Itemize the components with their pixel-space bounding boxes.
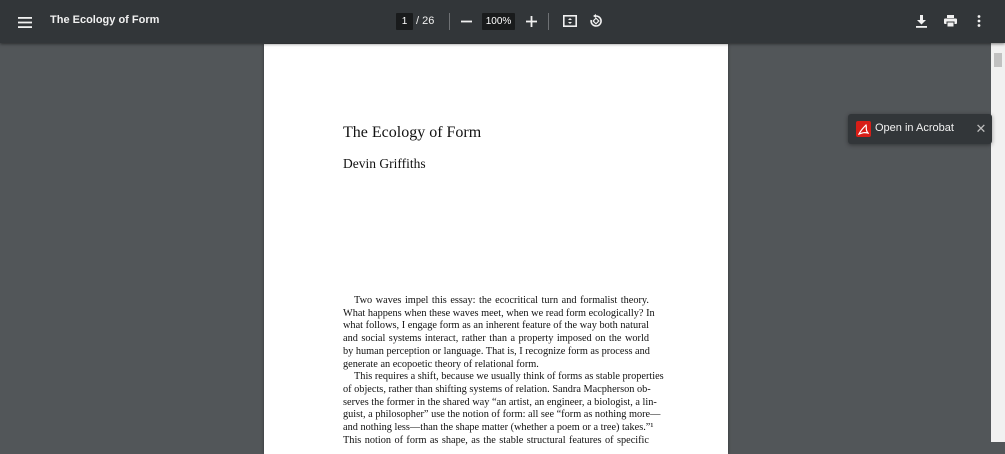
text-line: of objects, rather than shifting systems of relation. Sandra Macpherson ob-	[343, 383, 651, 395]
more-options-button[interactable]	[970, 12, 988, 30]
scrollbar-thumb[interactable]	[994, 53, 1002, 67]
text-line: What happens when these waves meet, when we read form ecologically? In	[343, 307, 655, 319]
document-title: The Ecology of Form	[50, 14, 160, 26]
text-line: serves the former in the shared way “an artist, an engineer, a biologist, a lin-	[343, 396, 657, 408]
text-line: what follows, I engage form as an inherent feature of the way both natural	[343, 320, 649, 332]
text-line: guist, a philosopher” use the notion of form: all see “form as nothing more—	[343, 409, 661, 421]
fit-page-icon	[563, 15, 577, 27]
print-icon	[944, 15, 957, 27]
article-author: Devin Griffiths	[343, 156, 426, 171]
open-in-acrobat-link[interactable]: Open in Acrobat	[875, 122, 954, 134]
text-line: and social systems interact, rather than a property imposed on the world	[343, 333, 649, 345]
article-title: The Ecology of Form	[343, 124, 482, 141]
text-line: by human perception or language. That is, I recognize form as process and	[343, 345, 650, 357]
rotate-icon	[589, 14, 603, 28]
close-icon[interactable]: ✕	[975, 121, 987, 136]
acrobat-logo-icon	[856, 121, 871, 137]
text-line: Two waves impel this essay: the ecocritical turn and formalist theory.	[354, 295, 649, 306]
toolbar-divider	[548, 13, 549, 30]
zoom-out-button[interactable]	[457, 12, 475, 30]
text-line: This requires a shift, because we usually think of forms as stable properties	[354, 371, 664, 383]
menu-icon	[18, 17, 32, 28]
zoom-input[interactable]: 100%	[482, 13, 515, 30]
text-line: This notion of form as shape, as the stable structural features of specific	[343, 434, 649, 446]
zoom-in-button[interactable]	[522, 12, 540, 30]
pdf-toolbar	[0, 0, 1005, 43]
open-in-acrobat-banner	[848, 114, 992, 144]
article-body	[343, 295, 664, 447]
vertical-scrollbar[interactable]	[991, 43, 1005, 442]
more-icon	[977, 15, 981, 27]
zoom-in-icon	[526, 16, 537, 27]
document-viewport[interactable]	[0, 43, 1005, 446]
zoom-out-icon	[461, 16, 472, 27]
toolbar-divider	[449, 13, 450, 30]
download-icon	[916, 15, 927, 28]
fit-page-button[interactable]	[561, 12, 579, 30]
menu-button[interactable]	[12, 10, 38, 34]
print-button[interactable]	[941, 12, 959, 30]
text-line: and nothing less—than the shape matter (whether a poem or a tree) takes.”¹	[343, 422, 654, 434]
page-count: / 26	[416, 15, 435, 27]
text-line: generate an ecopoetic theory of relational form.	[343, 358, 539, 370]
rotate-button[interactable]	[587, 12, 605, 30]
download-button[interactable]	[912, 12, 930, 30]
pdf-page	[264, 44, 728, 454]
page-number-input[interactable]: 1	[396, 13, 413, 30]
